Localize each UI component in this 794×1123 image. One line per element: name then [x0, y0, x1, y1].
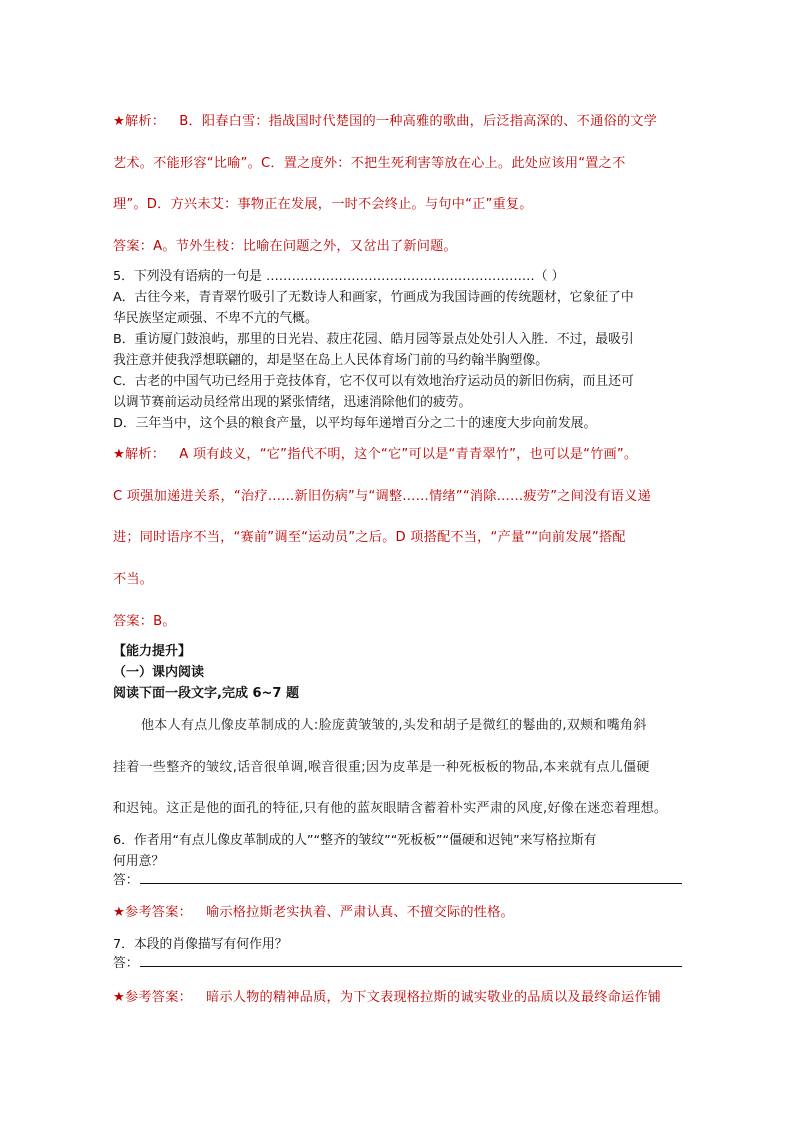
q5-analysis-line-2: C 项强加递进关系，“治疗……新旧伤病”与“调整……情绪”“消除……疲劳”之间没有语义递	[113, 489, 651, 504]
q5-analysis-prefix: 解析：	[125, 447, 166, 462]
q5-option-c-line-2: 以调节赛前运动员经常出现的紧张情绪，迅速消除他们的疲劳。	[113, 395, 472, 410]
q4-analysis-line-3: 理”。D．方兴未艾：事物正在发展，一时不会终止。与句中“正”重复。	[113, 197, 533, 212]
q4-analysis-prefix: 解析：	[125, 114, 166, 129]
q6-reference-answer: ★参考答案： 喻示格拉斯老实执着、严肃认真、不擅交际的性格。	[113, 905, 514, 920]
q5-option-b-line-2: 我注意并使我浮想联翩的，却是坚在岛上人民体育场门前的马约翰半胸塑像。	[113, 353, 549, 368]
q5-analysis-line-3: 进；同时语序不当，“赛前”调至“运动员”之后。D 项搭配不当，“产量”“向前发展”搭配	[113, 530, 626, 545]
q5-option-c-line-1: C．古老的中国气功已经用于竞技体育，它不仅可以有效地治疗运动员的新旧伤病，而且还可	[113, 374, 634, 389]
q7-answer-blank[interactable]	[140, 966, 682, 967]
q7-stem: 7．本段的肖像描写有何作用？	[113, 937, 288, 952]
q5-analysis-line-1: ★解析： A 项有歧义，“它”指代不明，这个“它”可以是“青青翠竹”，也可以是“竹画”。	[113, 447, 638, 462]
q4-analysis-line-2: 艺术。不能形容“比喻”。C．置之度外：不把生死利害等放在心上。此处应该用“置之不	[113, 156, 626, 171]
q6-stem-line-1: 6．作者用“有点儿像皮革制成的人”“整齐的皱纹”“死板板”“僵硬和迟钝”来写格拉斯有	[113, 833, 597, 848]
section-heading: 【能力提升】	[113, 644, 192, 659]
q6-answer-blank[interactable]	[140, 883, 682, 884]
star-icon: ★	[113, 114, 126, 129]
passage-line-2: 挂着一些整齐的皱纹,话音很单调,喉音很重;因为皮革是一种死板板的物品,本来就有点儿僵硬	[113, 760, 650, 775]
q5-option-d: D．三年当中，这个县的粮食产量，以平均每年递增百分之二十的速度大步向前发展。	[113, 416, 597, 431]
q5-option-b-line-1: B．重访厦门鼓浪屿，那里的日光岩、菽庄花园、皓月园等景点处处引人入胜．不过，最吸引	[113, 332, 634, 347]
star-icon: ★	[113, 447, 126, 462]
star-icon: ★	[113, 905, 126, 920]
passage-line-1: 他本人有点儿像皮革制成的人:脸庞黄皱皱的,头发和胡子是微红的鬈曲的,双颊和嘴角斜	[141, 718, 647, 733]
section-sub-heading: （一）课内阅读	[113, 665, 205, 680]
q6-ref-prefix: 参考答案：	[125, 905, 192, 920]
star-icon: ★	[113, 990, 126, 1005]
passage-line-3: 和迟钝。这正是他的面孔的特征,只有他的蓝灰眼睛含蓄着朴实严肃的风度,好像在迷恋着理想。	[113, 801, 668, 816]
q7-answer-label: 答：	[113, 956, 139, 971]
q6-answer-label: 答：	[113, 873, 139, 888]
q4-answer: 答案：A。节外生枝：比喻在问题之外，又岔出了新问题。	[113, 239, 457, 254]
q5-stem: 5．下列没有语病的一句是 ………………………………………………………（ ）	[113, 269, 565, 284]
q5-option-a-line-1: A．古往今来，青青翠竹吸引了无数诗人和画家，竹画成为我国诗画的传统题材，它象征了中	[113, 290, 634, 305]
q4-analysis-line-1: ★解析： B．阳春白雪：指战国时代楚国的一种高雅的歌曲，后泛指高深的、不通俗的文学	[113, 114, 658, 129]
q5-answer: 答案：B。	[113, 614, 176, 629]
q6-stem-line-2: 何用意？	[113, 854, 165, 869]
q5-analysis-line-4: 不当。	[113, 572, 154, 587]
q7-reference-answer: ★参考答案： 暗示人物的精神品质，为下文表现格拉斯的诚实敬业的品质以及最终命运作铺	[113, 990, 662, 1005]
q7-ref-prefix: 参考答案：	[125, 990, 192, 1005]
reading-instruction: 阅读下面一段文字,完成 6~7 题	[113, 686, 299, 701]
q5-option-a-line-2: 华民族坚定顽强、不卑不亢的气概。	[113, 311, 318, 326]
